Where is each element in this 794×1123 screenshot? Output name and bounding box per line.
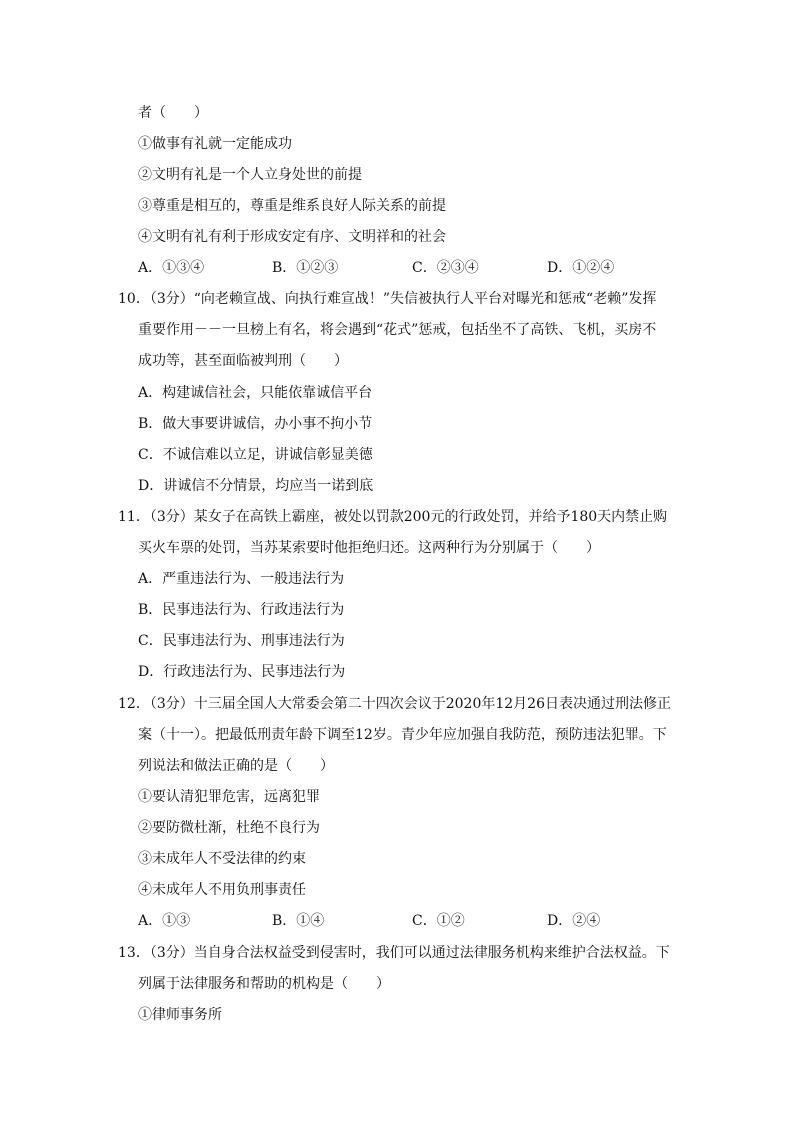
- q9-option-d[interactable]: D．①②④: [547, 260, 615, 276]
- q9-item-1: ①做事有礼就一定能成功: [138, 136, 292, 152]
- q13-item-1: ①律师事务所: [138, 1007, 222, 1023]
- q11-stem-line-1: 11．（3分）某女子在高铁上霸座，被处以罚款200元的行政处罚，并给予180天内禁止购: [118, 509, 668, 525]
- q9-item-3: ③尊重是相互的，尊重是维系良好人际关系的前提: [138, 198, 446, 214]
- q11-option-b[interactable]: B．民事违法行为、行政违法行为: [138, 602, 345, 618]
- q12-option-b[interactable]: B．①④: [272, 913, 325, 929]
- q12-stem-line-1: 12．（3分）十三届全国人大常委会第二十四次会议于2020年12月26日表决通过刑法修正: [118, 696, 671, 712]
- q11-option-c[interactable]: C．民事违法行为、刑事违法行为: [138, 633, 345, 649]
- q10-option-b[interactable]: B．做大事要讲诚信，办小事不拘小节: [138, 416, 373, 432]
- q12-item-2: ②要防微杜渐，杜绝不良行为: [138, 820, 320, 836]
- q9-option-a[interactable]: A．①③④: [138, 260, 205, 276]
- q10-stem-line-1: 10．（3分）“向老赖宣战、向执行难宣战！”失信被执行人平台对曝光和惩戒“老赖”发挥: [118, 291, 657, 307]
- q10-stem-line-2: 重要作用－－一旦榜上有名，将会遇到“花式”惩戒，包括坐不了高铁、飞机，买房不: [138, 322, 657, 338]
- q10-option-c[interactable]: C．不诚信难以立足，讲诚信彰显美德: [138, 447, 373, 463]
- q12-option-c[interactable]: C．①②: [412, 913, 465, 929]
- q12-option-a[interactable]: A．①③: [138, 913, 191, 929]
- q12-item-3: ③未成年人不受法律的约束: [138, 851, 306, 867]
- q9-item-4: ④文明有礼有利于形成安定有序、文明祥和的社会: [138, 229, 446, 245]
- q9-item-2: ②文明有礼是一个人立身处世的前提: [138, 167, 362, 183]
- q9-stem-end: 者（ ）: [138, 105, 208, 121]
- q10-stem-line-3: 成功等，甚至面临被判刑（ ）: [138, 353, 348, 369]
- q12-stem-line-2: 案（十一）。把最低刑责年龄下调至12岁。青少年应加强自我防范，预防违法犯罪。下: [138, 727, 667, 743]
- q11-stem-line-2: 买火车票的处罚，当苏某索要时他拒绝归还。这两种行为分别属于（ ）: [138, 540, 600, 556]
- q12-item-4: ④未成年人不用负刑事责任: [138, 882, 306, 898]
- q13-stem-line-2: 列属于法律服务和帮助的机构是（ ）: [138, 976, 390, 992]
- q9-option-c[interactable]: C．②③④: [412, 260, 479, 276]
- q11-option-a[interactable]: A．严重违法行为、一般违法行为: [138, 571, 345, 587]
- q13-stem-line-1: 13．（3分）当自身合法权益受到侵害时，我们可以通过法律服务机构来维护合法权益。下: [118, 945, 670, 961]
- q10-option-d[interactable]: D．讲诚信不分情景，均应当一诺到底: [138, 478, 374, 494]
- q12-option-d[interactable]: D．②④: [547, 913, 601, 929]
- q12-stem-line-3: 列说法和做法正确的是（ ）: [138, 758, 334, 774]
- q10-option-a[interactable]: A．构建诚信社会，只能依靠诚信平台: [138, 385, 373, 401]
- q9-option-b[interactable]: B．①②③: [272, 260, 339, 276]
- q12-item-1: ①要认清犯罪危害，远离犯罪: [138, 789, 320, 805]
- q11-option-d[interactable]: D．行政违法行为、民事违法行为: [138, 664, 346, 680]
